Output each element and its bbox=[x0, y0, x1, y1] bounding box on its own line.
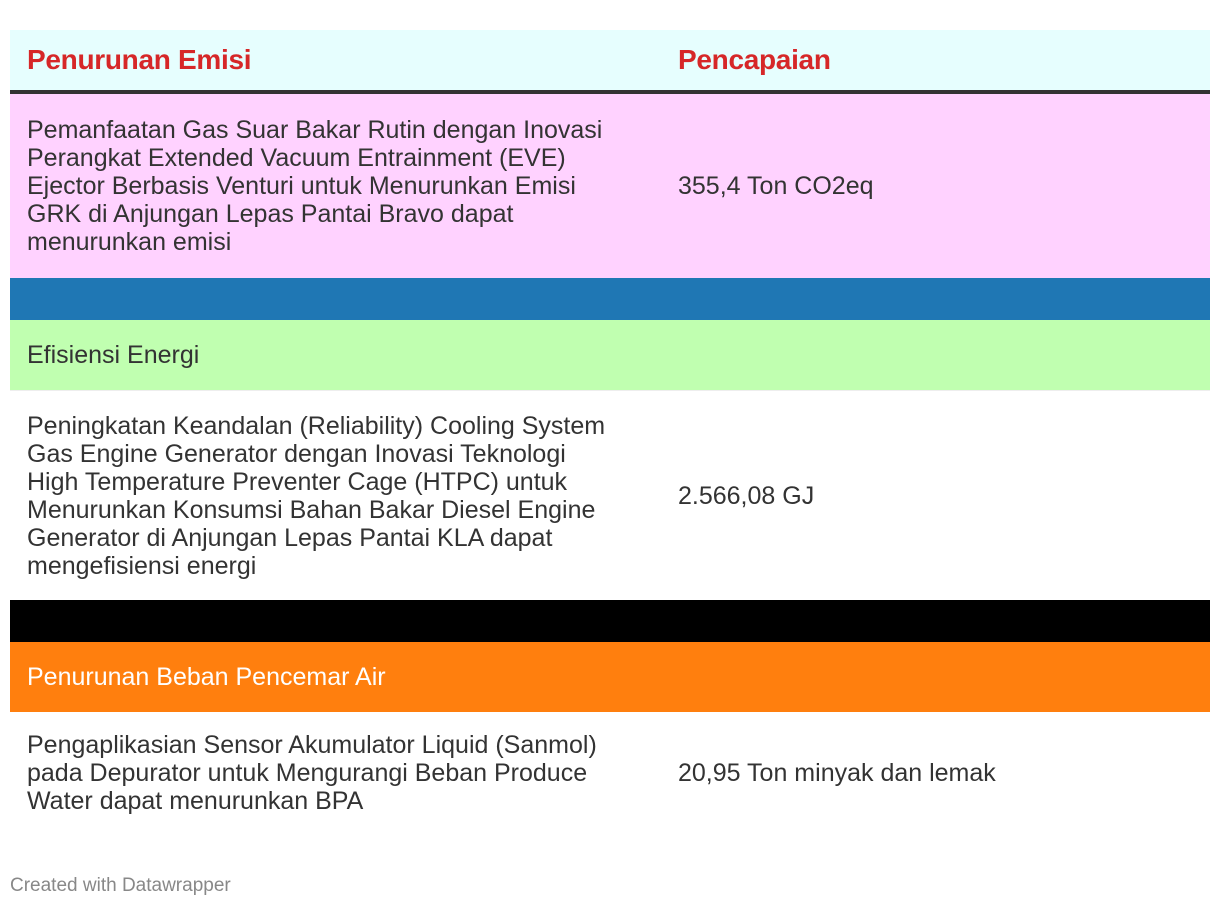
table-header-row bbox=[10, 30, 1210, 94]
separator-row-blue bbox=[10, 278, 1210, 320]
achievement-cell: 355,4 Ton CO2eq bbox=[678, 172, 874, 200]
separator-row-black bbox=[10, 600, 1210, 642]
program-cell: Pengaplikasian Sensor Akumulator Liquid (Sanmol) pada Depurator untuk Mengurangi Beban Produce Water dapat menurunkan BPA bbox=[27, 731, 597, 815]
datawrapper-credit: Created with Datawrapper bbox=[10, 875, 231, 896]
section-row-efisiensi-energi bbox=[10, 320, 1210, 390]
table-row bbox=[10, 712, 1210, 834]
section-row-beban-pencemar-air bbox=[10, 642, 1210, 712]
table-row bbox=[10, 390, 1210, 600]
data-table bbox=[10, 30, 1210, 834]
column-header-achievement: Pencapaian bbox=[678, 44, 831, 75]
section-label: Efisiensi Energi bbox=[27, 340, 200, 369]
column-header-program: Penurunan Emisi bbox=[27, 44, 252, 75]
program-cell: Peningkatan Keandalan (Reliability) Cooling System Gas Engine Generator dengan Inovasi Teknologi High Temperature Preventer Cage (HTPC) untuk Menurunkan Konsumsi Bahan Bakar Diesel Engine Generator di Anjungan Lepas Pantai KLA dapat mengefisiensi energi bbox=[27, 411, 606, 580]
achievement-cell: 2.566,08 GJ bbox=[678, 481, 815, 510]
achievement-cell: 20,95 Ton minyak dan lemak bbox=[678, 759, 996, 787]
program-cell: Pemanfaatan Gas Suar Bakar Rutin dengan Inovasi Perangkat Extended Vacuum Entrainment (EVE) Ejector Berbasis Venturi untuk Menurunkan Emisi GRK di Anjungan Lepas Pantai Bravo dapat menurunkan emisi bbox=[27, 116, 603, 256]
section-label: Penurunan Beban Pencemar Air bbox=[27, 662, 386, 691]
table-row bbox=[10, 94, 1210, 278]
